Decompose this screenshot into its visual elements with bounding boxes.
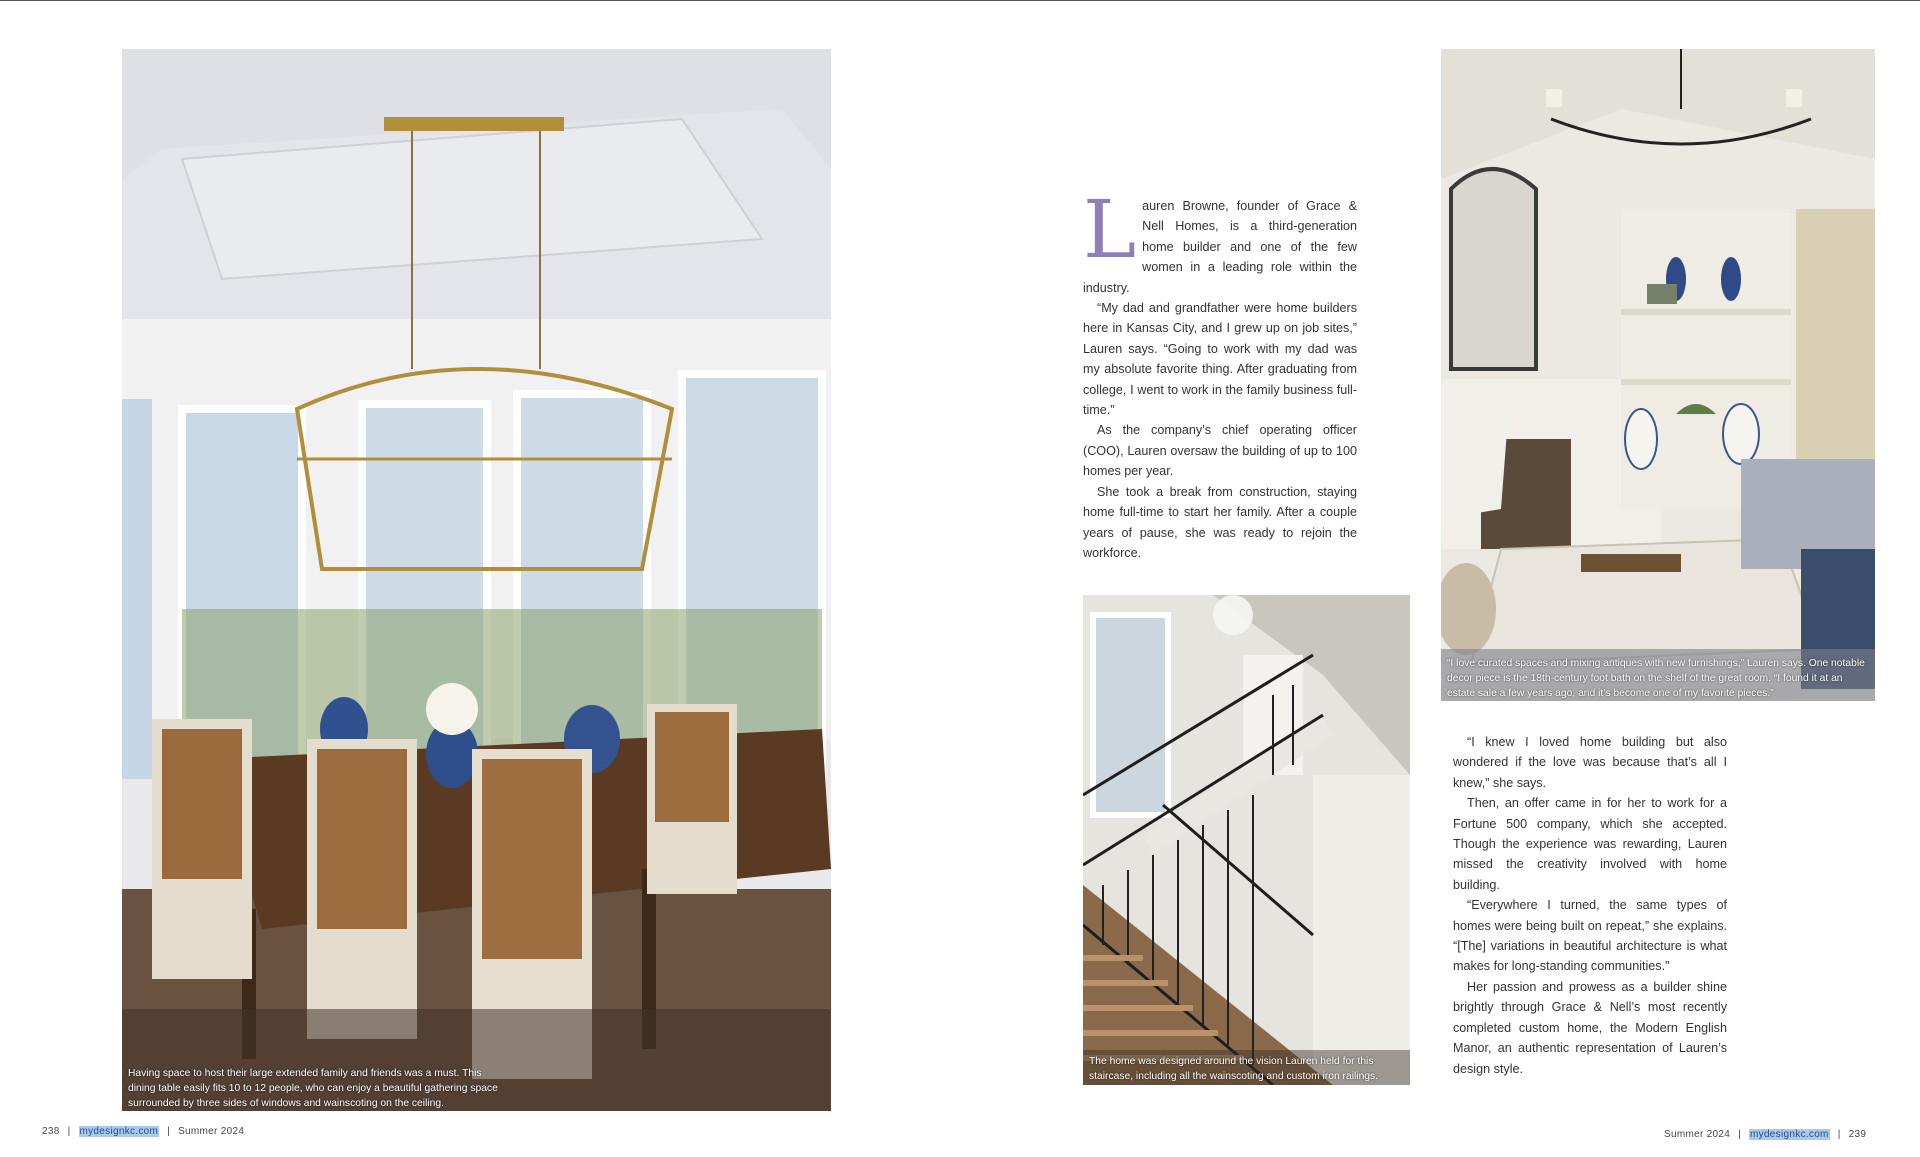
article-paragraph: “I knew I loved home building but also wondered if the love was because that’s all I knew,” she says. [1453, 735, 1727, 790]
article-intro-column [1083, 183, 1357, 563]
living-room-caption: “I love curated spaces and mixing antiques with new furnishings,” Lauren says. One notable decor piece is the 18th-century foot bath on the shelf of the great room. “I found it at an estate sale a few years ago, and it’s become one of my favorite pieces.” [1447, 658, 1865, 699]
left-page-footer: 238 | mydesignkc.com | Summer 2024 [42, 1126, 245, 1137]
intro-text: auren Browne, founder of Grace & Nell Homes, is a third-generation home builder and one of the few women in a leading role within the industry. [1083, 199, 1357, 295]
dining-room-photo [122, 49, 831, 1111]
drop-cap: L [1083, 183, 1137, 276]
article-paragraph: “My dad and grandfather were home builders here in Kansas City, and I grew up on job sites,” Lauren says. “Going to work with my dad was my absolute favorite thing. After graduating from college, I went to work in the family business full-time.” [1083, 301, 1357, 418]
article-paragraph: “Everywhere I turned, the same types of homes were being built on repeat,” she explains. “[The] variations in beautiful architecture is what makes for long-standing communities.” [1453, 898, 1727, 974]
living-room-photo [1441, 49, 1875, 701]
page-number: 239 [1848, 1129, 1867, 1140]
article-paragraph: She took a break from construction, staying home full-time to start her family. After a couple years of pause, she was ready to rejoin the workforce. [1083, 484, 1357, 560]
article-paragraph [1083, 183, 1357, 298]
issue-label: Summer 2024 [1664, 1129, 1731, 1140]
article-paragraph: Her passion and prowess as a builder shine brightly through Grace & Nell’s most recently completed custom home, the Modern English Manor, an authentic representation of Lauren’s design style. [1453, 979, 1727, 1076]
issue-label: Summer 2024 [178, 1126, 245, 1137]
article-continued-column [1453, 732, 1727, 1079]
site-link[interactable]: mydesignkc.com [1750, 1129, 1829, 1140]
site-link[interactable]: mydesignkc.com [79, 1126, 159, 1137]
dining-room-caption: Having space to host their large extended family and friends was a must. This dining table easily fits 10 to 12 people, who can enjoy a beautiful gathering space surrounded by three sides of windows and wainscoting on the ceiling. [128, 1068, 498, 1109]
page-number: 238 [42, 1126, 60, 1137]
right-page-footer: Summer 2024 | mydesignkc.com | 239 [1664, 1129, 1867, 1140]
staircase-photo [1083, 595, 1410, 1085]
article-paragraph: As the company’s chief operating officer (COO), Lauren oversaw the building of up to 100 homes per year. [1083, 423, 1357, 479]
article-paragraph: Then, an offer came in for her to work for a Fortune 500 company, which she accepted. Though the experience was rewarding, Lauren missed the creativity involved with home building. [1453, 796, 1727, 892]
staircase-caption: The home was designed around the vision Lauren held for this staircase, including all the wainscoting and custom iron railings. [1089, 1056, 1379, 1082]
page-top-rule [0, 0, 1920, 1]
